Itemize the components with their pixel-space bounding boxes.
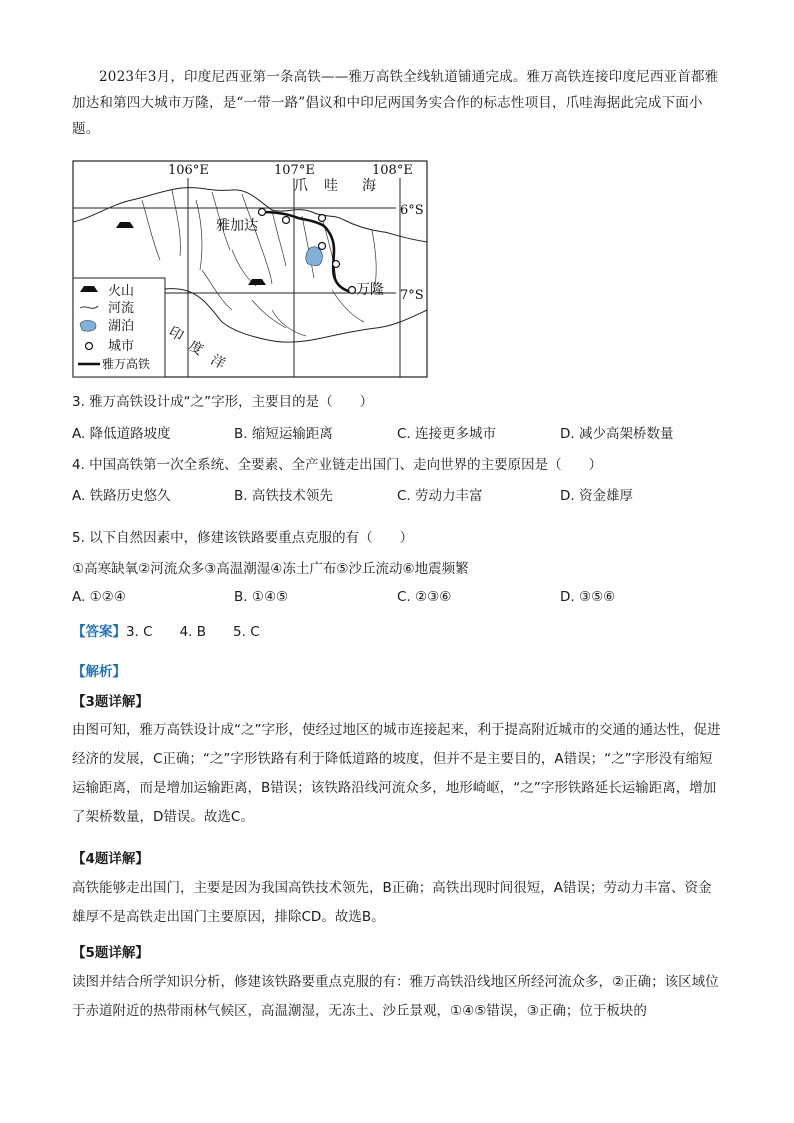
- answer-label: 【答案】: [72, 624, 126, 640]
- lon-label-107: 107°E: [274, 163, 315, 178]
- lat-label-6s: 6°S: [400, 203, 424, 218]
- q3-option-c: C. 连接更多城市: [397, 426, 497, 442]
- q4-option-c: C. 劳动力丰富: [397, 488, 483, 504]
- q5-option-a: A. ①②④: [72, 589, 126, 605]
- lat-label-7s: 7°S: [400, 288, 424, 303]
- q4-option-d: D. 资金雄厚: [560, 488, 633, 504]
- answer-line: [72, 620, 260, 640]
- legend-river: 河流: [108, 301, 135, 316]
- legend-railway: 雅万高铁: [102, 357, 151, 371]
- sea-label-1: 爪: [294, 178, 308, 194]
- ocean-label-2: 度: [185, 337, 206, 359]
- q3-option-a: A. 降低道路坡度: [72, 426, 171, 442]
- legend-volcano: 火山: [108, 284, 135, 299]
- question-5: 5. 以下自然因素中，修建该铁路要重点克服的有（ ）: [72, 530, 414, 546]
- q5-option-c: C. ②③⑥: [397, 589, 452, 605]
- detail-5-title: 【5题详解】: [72, 945, 149, 961]
- answer-value: 3. C 4. B 5. C: [126, 624, 260, 640]
- intro-paragraph: 2023年3月，印度尼西亚第一条高铁——雅万高铁全线轨道铺通完成。雅万高铁连接印度尼西亚首都雅加达和第四大城市万隆，是“一带一路”倡议和中印尼两国务实合作的标志性项目，爪哇海据此完成下面小题。: [72, 69, 719, 137]
- q4-option-b: B. 高铁技术领先: [234, 488, 333, 504]
- sea-label-2: 哇: [324, 178, 338, 194]
- detail-3-text: 由图可知，雅万高铁设计成“之”字形，使经过地区的城市连接起来，利于提高附近城市的交通的通达性，促进经济的发展，C正确；“之”字形铁路有利于降低道路的坡度，但并不是主要目的，A错误；“之”字形没有缩短运输距离，而是增加运输距离，B错误；该铁路沿线河流众多，地形崎岖，“之”字形铁路延长运输距离，增加了架桥数量，D错误。故选C。: [72, 722, 721, 825]
- question-4: 4. 中国高铁第一次全系统、全要素、全产业链走出国门、走向世界的主要原因是（ ）: [72, 457, 603, 473]
- detail-5-text: 读图并结合所学知识分析，修建该铁路要重点克服的有：雅万高铁沿线地区所经河流众多，②正确；该区域位于赤道附近的热带雨林气候区，高温潮湿，无冻土、沙丘景观，①④⑤错误，③正确；位于板块的: [72, 974, 719, 1019]
- city-label-bandung: 万隆: [356, 282, 384, 298]
- detail-3-title: 【3题详解】: [72, 694, 149, 710]
- q5-factor-list: ①高寒缺氧②河流众多③高温潮湿④冻土广布⑤沙丘流动⑥地震频繁: [72, 561, 469, 577]
- analysis-label: 【解析】: [72, 664, 126, 680]
- detail-4-title: 【4题详解】: [72, 851, 149, 867]
- ocean-label-3: 洋: [207, 351, 228, 373]
- railway-map: [72, 160, 428, 378]
- q5-option-b: B. ①④⑤: [234, 589, 289, 605]
- ocean-label-1: 印: [165, 323, 186, 345]
- q5-option-d: D. ③⑤⑥: [560, 589, 616, 605]
- lon-label-108: 108°E: [372, 163, 413, 178]
- sea-label-3: 海: [362, 178, 376, 194]
- city-label-jakarta: 雅加达: [216, 218, 258, 234]
- q3-option-b: B. 缩短运输距离: [234, 426, 333, 442]
- lon-label-106: 106°E: [168, 163, 209, 178]
- q4-option-a: A. 铁路历史悠久: [72, 488, 171, 504]
- legend-lake: 湖泊: [108, 319, 135, 334]
- legend-city: 城市: [108, 339, 135, 354]
- detail-4-text: 高铁能够走出国门，主要是因为我国高铁技术领先，B正确；高铁出现时间很短，A错误；劳动力丰富、资金雄厚不是高铁走出国门主要原因，排除CD。故选B。: [72, 880, 712, 925]
- question-3: 3. 雅万高铁设计成“之”字形，主要目的是（ ）: [72, 394, 374, 410]
- q3-option-d: D. 减少高架桥数量: [560, 426, 674, 442]
